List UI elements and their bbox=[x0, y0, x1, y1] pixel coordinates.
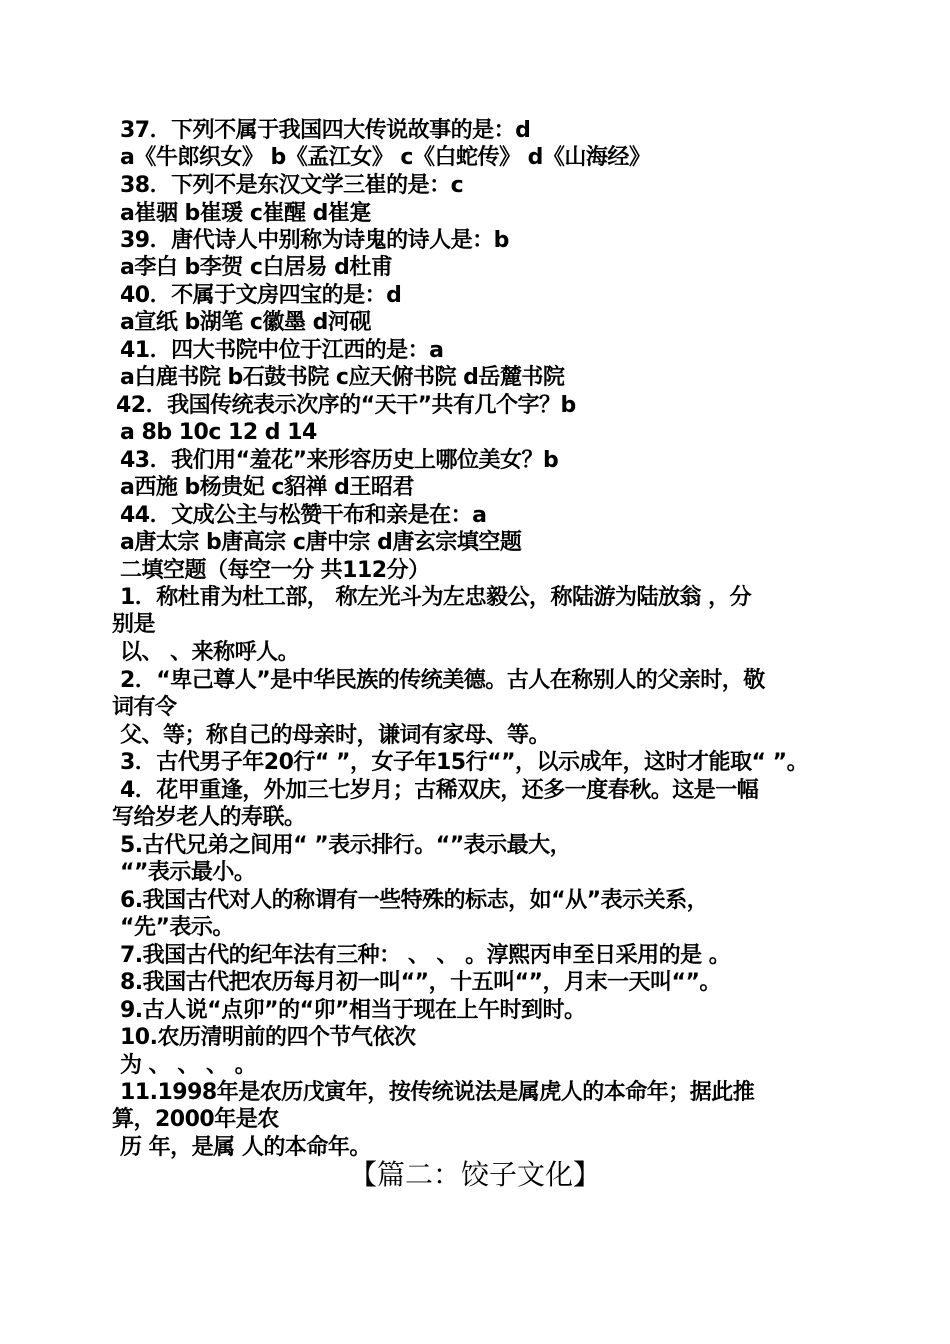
line-q38-options: a崔骃 b崔瑗 c崔醒 d崔寔 bbox=[120, 201, 371, 226]
line-q38: 38．下列不是东汉文学三崔的是：c bbox=[120, 173, 464, 198]
line-b7: 7.我国古代的纪年法有三种： 、 、 。淳熙丙申至日采用的是 。 bbox=[120, 943, 731, 968]
line-q44: 44．文成公主与松赞干布和亲是在：a bbox=[120, 503, 487, 528]
line-q41: 41．四大书院中位于江西的是：a bbox=[120, 338, 444, 363]
line-b4-b: 写给岁老人的寿联。 bbox=[112, 805, 306, 830]
line-q41-options: a白鹿书院 b石鼓书院 c应天俯书院 d岳麓书院 bbox=[120, 365, 565, 390]
line-b5-b: “”表示最小。 bbox=[120, 860, 256, 885]
line-b2-a: 2．“卑己尊人”是中华民族的传统美德。古人在称别人的父亲时，敬 bbox=[120, 668, 765, 693]
line-b11-c: 历 年，是属 人的本命年。 bbox=[120, 1135, 371, 1160]
line-q39-options: a李白 b李贺 c白居易 d杜甫 bbox=[120, 255, 393, 280]
line-b5-a: 5.古代兄弟之间用“ ”表示排行。“”表示最大， bbox=[120, 833, 572, 858]
line-q43-options: a西施 b杨贵妃 c貂禅 d王昭君 bbox=[120, 475, 414, 500]
line-b6-b: “先”表示。 bbox=[120, 915, 234, 940]
line-b9: 9.古人说“点卯”的“卯”相当于现在上午时到时。 bbox=[120, 998, 586, 1023]
line-b4-a: 4．花甲重逢，外加三七岁月；古稀双庆，还多一度春秋。这是一幅 bbox=[120, 778, 759, 803]
line-q39: 39．唐代诗人中别称为诗鬼的诗人是：b bbox=[120, 228, 509, 253]
line-b11-b: 算，2000年是农 bbox=[112, 1107, 279, 1132]
line-q43: 43．我们用“羞花”来形容历史上哪位美女？b bbox=[120, 448, 559, 473]
line-b1-a: 1．称杜甫为杜工部， 称左光斗为左忠毅公，称陆游为陆放翁 ，分 bbox=[120, 585, 752, 610]
section-heading: 【篇二：饺子文化】 bbox=[348, 1158, 601, 1191]
line-q37: 37．下列不属于我国四大传说故事的是：d bbox=[120, 118, 531, 143]
line-q42-options: a 8b 10c 12 d 14 bbox=[120, 420, 317, 445]
line-b10-a: 10.农历清明前的四个节气依次 bbox=[120, 1025, 416, 1050]
line-b6-a: 6.我国古代对人的称谓有一些特殊的标志，如“从”表示关系， bbox=[120, 888, 709, 913]
line-q44-options: a唐太宗 b唐高宗 c唐中宗 d唐玄宗填空题 bbox=[120, 530, 522, 555]
line-b11-a: 11.1998年是农历戊寅年，按传统说法是属虎人的本命年；据此推 bbox=[120, 1080, 755, 1105]
line-q40-options: a宣纸 b湖笔 c徽墨 d河砚 bbox=[120, 310, 371, 335]
line-b3: 3．古代男子年20行“ ”，女子年15行“”，以示成年，这时才能取“ ”。 bbox=[120, 750, 809, 775]
line-q40: 40．不属于文房四宝的是：d bbox=[120, 283, 402, 308]
line-b2-b: 词有令 bbox=[112, 695, 177, 720]
line-b1-c: 以、 、来称呼人。 bbox=[120, 640, 300, 665]
line-q37-options: a《牛郎织女》 b《孟江女》 c《白蛇传》 d《山海经》 bbox=[120, 145, 651, 170]
line-q42: 42．我国传统表示次序的“天干”共有几个字？b bbox=[116, 393, 576, 418]
line-b2-c: 父、等；称自己的母亲时，谦词有家母、等。 bbox=[120, 723, 551, 748]
line-b8: 8.我国古代把农历每月初一叫“”，十五叫“”，月末一天叫“”。 bbox=[120, 970, 721, 995]
line-b10-b: 为 、 、 、 。 bbox=[120, 1053, 257, 1078]
section-title-fill-blank: 二填空题（每空一分 共112分） bbox=[120, 558, 430, 583]
line-b1-b: 别是 bbox=[112, 612, 156, 637]
